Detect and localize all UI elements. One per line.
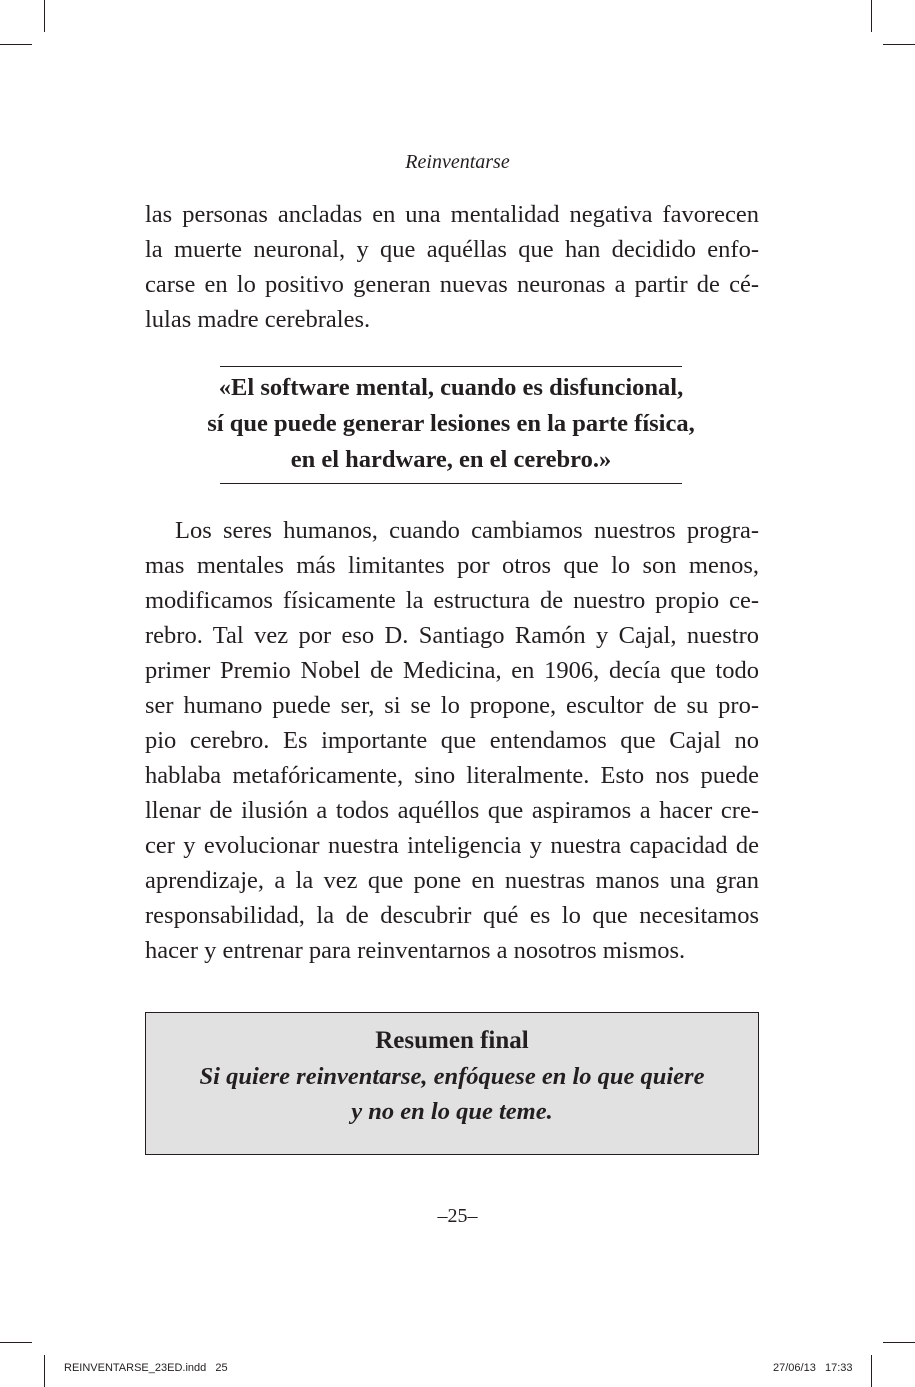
- summary-box: [145, 1012, 759, 1155]
- pull-quote: [207, 366, 695, 484]
- quote-line: en el hardware, en el cerebro.»: [290, 446, 612, 473]
- text-line: modificamos físicamente la estructura de nuestro propio ce-: [145, 587, 759, 614]
- paragraph-top: [145, 197, 759, 337]
- page-number: –25–: [437, 1205, 478, 1227]
- text-line: la muerte neuronal, y que aquéllas que han decidido enfo-: [145, 236, 759, 263]
- quote-rule-bottom: [220, 483, 682, 484]
- crop-mark: [44, 0, 45, 32]
- summary-text: [146, 1059, 758, 1129]
- crop-mark: [883, 44, 915, 45]
- summary-line: y no en lo que teme.: [351, 1098, 553, 1125]
- crop-mark: [883, 1342, 915, 1343]
- text-line: carse en lo positivo generan nuevas neuronas a partir de cé-: [145, 271, 759, 298]
- text-line: ser humano puede ser, si se lo propone, escultor de su pro-: [145, 692, 759, 719]
- text-line: rebro. Tal vez por eso D. Santiago Ramón y Cajal, nuestro: [145, 622, 759, 649]
- running-head: Reinventarse: [405, 151, 510, 173]
- paragraph-main: [145, 513, 759, 968]
- crop-mark: [871, 0, 872, 32]
- crop-mark: [0, 44, 32, 45]
- text-line: aprendizaje, a la vez que pone en nuestras manos una gran: [145, 867, 759, 894]
- crop-mark: [44, 1355, 45, 1387]
- summary-title: Resumen final: [375, 1027, 529, 1054]
- slug-timestamp: 27/06/13 17:33: [773, 1362, 853, 1374]
- text-line: Los seres humanos, cuando cambiamos nuestros progra-: [175, 517, 759, 544]
- quote-line: «El software mental, cuando es disfuncional,: [218, 374, 684, 401]
- slug-file: REINVENTARSE_23ED.indd 25: [64, 1362, 228, 1374]
- text-line: llenar de ilusión a todos aquéllos que aspiramos a hacer cre-: [145, 797, 759, 824]
- text-line: mas mentales más limitantes por otros que lo son menos,: [145, 552, 759, 579]
- summary-line: Si quiere reinventarse, enfóquese en lo que quiere: [199, 1063, 705, 1090]
- text-line: primer Premio Nobel de Medicina, en 1906, decía que todo: [145, 657, 759, 684]
- pull-quote-text: [160, 367, 742, 483]
- text-line: responsabilidad, la de descubrir qué es lo que necesitamos: [145, 902, 759, 929]
- crop-mark: [0, 1342, 32, 1343]
- quote-line: sí que puede generar lesiones en la parte física,: [207, 410, 695, 437]
- text-line: las personas ancladas en una mentalidad negativa favorecen: [145, 201, 759, 228]
- text-line: pio cerebro. Es importante que entendamos que Cajal no: [145, 727, 759, 754]
- text-line: lulas madre cerebrales.: [145, 306, 371, 333]
- text-line: hablaba metafóricamente, sino literalmente. Esto nos puede: [145, 762, 759, 789]
- crop-mark: [871, 1355, 872, 1387]
- text-line: cer y evolucionar nuestra inteligencia y nuestra capacidad de: [145, 832, 759, 859]
- text-line: hacer y entrenar para reinventarnos a nosotros mismos.: [145, 937, 686, 964]
